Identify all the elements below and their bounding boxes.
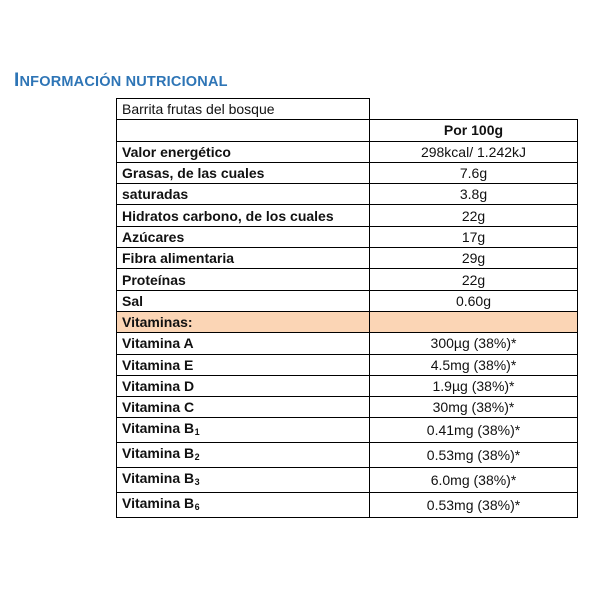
nutrient-row-value: 0.60g [370,290,578,311]
vitamin-row-name-text: Vitamina B [122,445,195,462]
vitamin-row [117,418,578,443]
vitamins-label: Vitaminas: [117,311,370,332]
vitamin-row-name-text: Vitamina D [122,378,195,394]
vitamin-row-name [117,354,370,375]
vitamins-header-row [117,311,578,332]
nutrient-rows [117,141,578,311]
product-empty-cell [370,99,578,120]
vitamin-row-value: 1.9µg (38%)* [370,375,578,396]
vitamin-row-name [117,333,370,354]
nutrient-row [117,269,578,290]
nutrient-row-value: 17g [370,226,578,247]
column-header-row [117,120,578,141]
vitamin-row-subscript: 2 [194,452,200,463]
vitamin-row-value: 0.53mg (38%)* [370,443,578,468]
nutrient-row-name [117,290,370,311]
vitamin-row-name-text: Vitamina A [122,335,194,352]
nutrient-row-value: 298kcal/ 1.242kJ [370,141,578,162]
vitamin-row-value: 0.53mg (38%)* [370,493,578,518]
nutrient-row-name [117,141,370,162]
vitamins-header-empty-cell [370,311,578,332]
nutrient-row [117,226,578,247]
vitamin-row-name [117,397,370,418]
vitamin-row [117,375,578,396]
nutrient-row-name-text: Valor energético [122,143,231,160]
vitamin-row-subscript: 1 [194,427,200,438]
vitamin-row-name-text: Vitamina B [122,420,195,437]
vitamin-row [117,397,578,418]
nutrient-row [117,162,578,183]
vitamin-row-subscript: 3 [194,477,200,488]
nutrient-row [117,205,578,226]
page-title [14,70,228,92]
nutrient-row [117,184,578,205]
nutrient-row-value: 29g [370,248,578,269]
nutrient-row [117,248,578,269]
nutrient-row-name [117,162,370,183]
vitamin-row-name-text: Vitamina E [122,356,194,373]
nutrient-row-name [117,248,370,269]
nutrient-row [117,290,578,311]
page-title-rest: NFORMACIÓN NUTRICIONAL [19,74,228,90]
nutrient-row-name-text: Grasas, de las cuales [122,165,265,182]
vitamin-row-value: 300µg (38%)* [370,333,578,354]
nutrient-row-name-text: Fibra alimentaria [122,250,235,267]
nutrient-row-name-text: Azúcares [122,228,185,245]
nutrient-row-name [117,226,370,247]
vitamin-row [117,333,578,354]
vitamin-row-value: 4.5mg (38%)* [370,354,578,375]
vitamin-row-name [117,443,370,468]
column-header-empty-cell [117,120,370,141]
vitamin-row-value: 6.0mg (38%)* [370,468,578,493]
vitamin-row [117,468,578,493]
product-row [117,99,578,120]
vitamin-row [117,493,578,518]
nutrient-row [117,141,578,162]
nutrient-row-name [117,269,370,290]
vitamin-row-value: 0.41mg (38%)* [370,418,578,443]
vitamin-row [117,443,578,468]
nutrition-table [116,98,578,518]
nutrient-row-value: 3.8g [370,184,578,205]
vitamin-row-name [117,493,370,518]
vitamin-row-name [117,468,370,493]
product-name: Barrita frutas del bosque [117,99,370,120]
vitamin-row-subscript: 6 [194,502,200,513]
vitamin-row-name [117,418,370,443]
nutrient-row-name-text: Hidratos carbono, de los cuales [122,207,334,224]
vitamin-row-name-text: Vitamina B [122,470,195,487]
column-header-per-100g: Por 100g [370,120,578,141]
page-title-initial: I [14,70,20,91]
nutrient-row-value: 22g [370,269,578,290]
nutrient-row-name [117,205,370,226]
vitamin-row-name-text: Vitamina C [122,399,195,416]
nutrient-row-value: 7.6g [370,162,578,183]
vitamin-row-name [117,375,370,396]
vitamin-row-value: 30mg (38%)* [370,397,578,418]
nutrient-row-name-text: Proteínas [122,271,186,288]
vitamin-rows [117,333,578,518]
nutrient-row-value: 22g [370,205,578,226]
vitamin-row [117,354,578,375]
nutrient-row-name-text: saturadas [122,186,189,203]
nutrient-row-name-text: Sal [122,292,144,309]
nutrient-row-name [117,184,370,205]
vitamin-row-name-text: Vitamina B [122,495,195,512]
